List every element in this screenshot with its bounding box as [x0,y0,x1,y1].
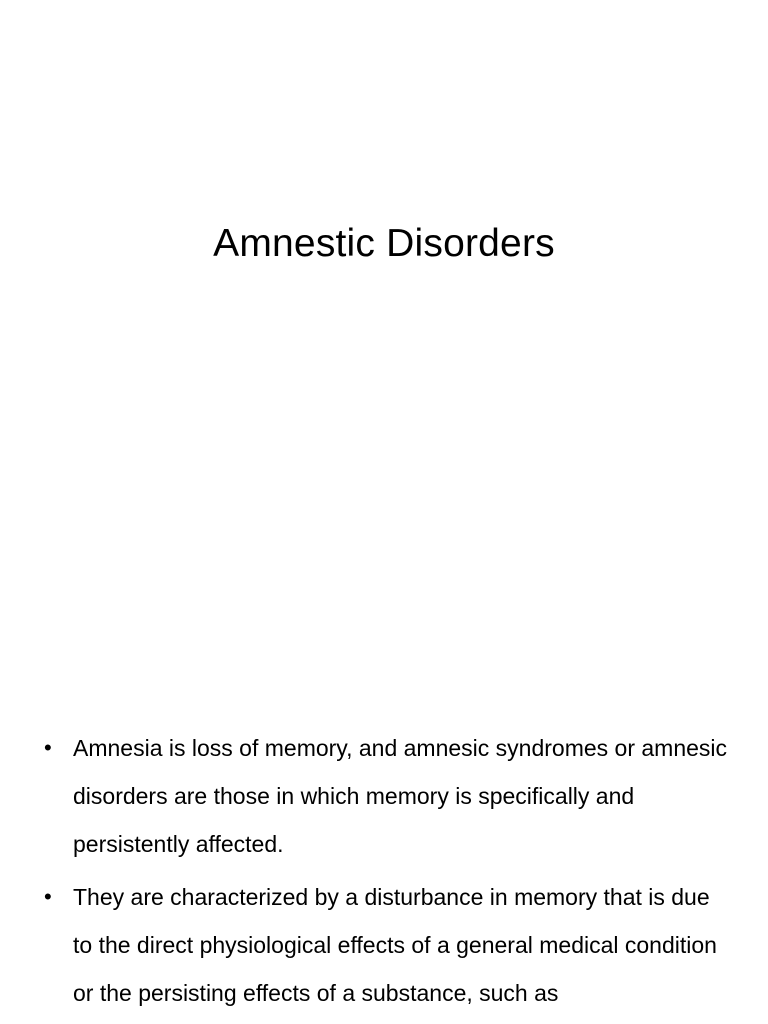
bullet-text: They are characterized by a disturbance in memory that is due to the direct physiological effects of a general medical condition or the persisting effects of a substance, such as [73,884,717,1006]
list-item [44,873,734,1017]
bullet-marker: • [44,735,52,760]
list-item [44,724,734,868]
bullet-text: Amnesia is loss of memory, and amnesic syndromes or amnesic disorders are those in which memory is specifically and persistently affected. [73,735,728,857]
bullet-marker: • [44,884,52,909]
bullet-list [44,724,734,1022]
slide-title: Amnestic Disorders [213,222,555,265]
